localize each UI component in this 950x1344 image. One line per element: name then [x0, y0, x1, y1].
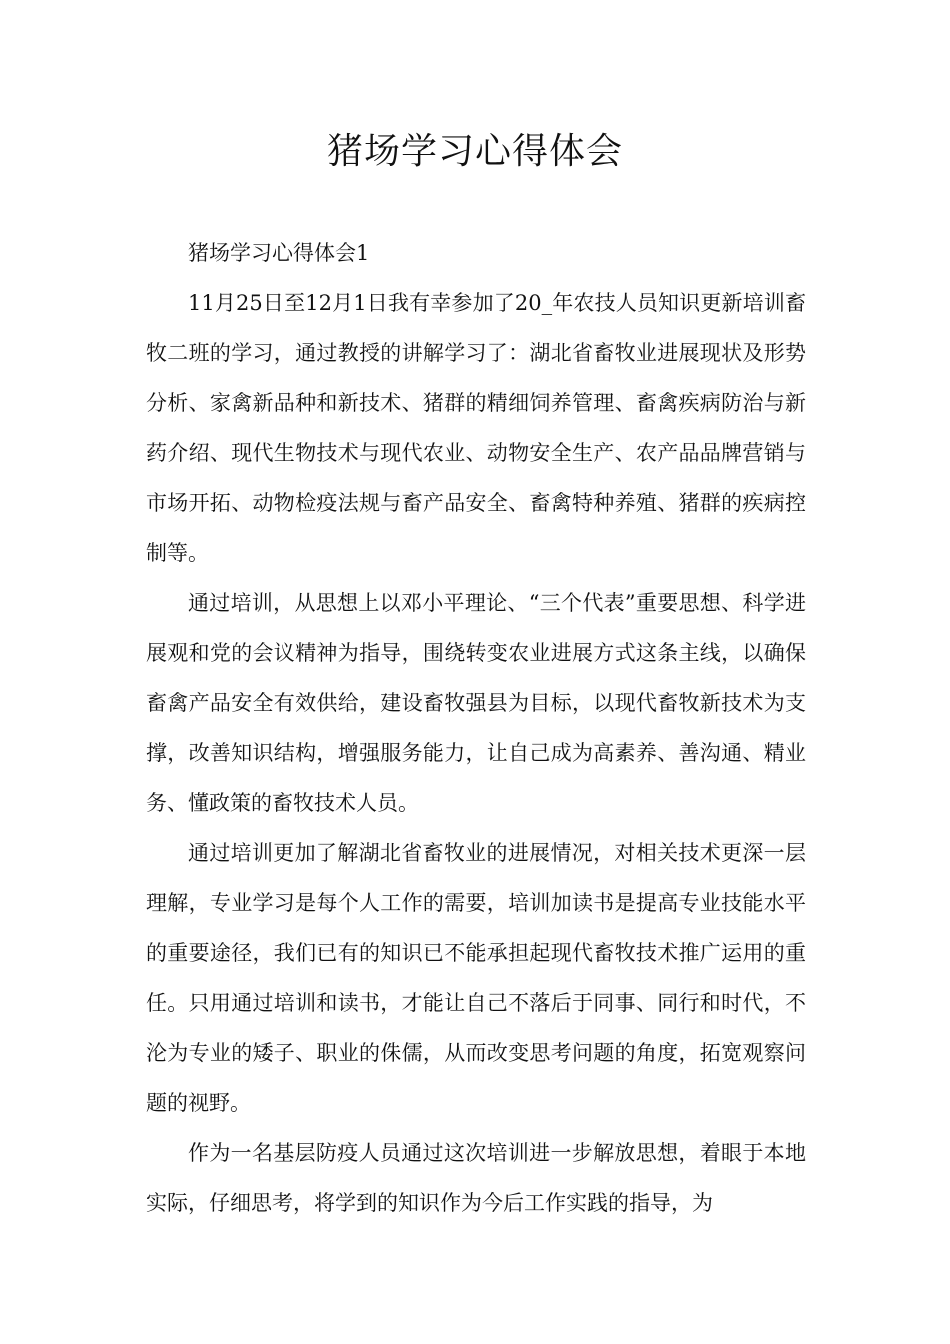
- body-paragraph: 作为一名基层防疫人员通过这次培训进一步解放思想，着眼于本地实际，仔细思考，将学到的知识作为今后工作实践的指导，为: [146, 1141, 806, 1215]
- body-paragraph: 11月25日至12月1日我有幸参加了20_年农技人员知识更新培训畜牧二班的学习，通过教授的讲解学习了：湖北省畜牧业进展现状及形势分析、家禽新品种和新技术、猪群的精细饲养管理、畜禽疾病防治与新药介绍、现代生物技术与现代农业、动物安全生产、农产品品牌营销与市场开拓、动物检疫法规与畜产品安全、畜禽特种养殖、猪群的疾病控制等。: [146, 291, 806, 565]
- section-heading: 猪场学习心得体会1: [188, 241, 370, 265]
- body-paragraph: 通过培训，从思想上以邓小平理论、“三个代表”重要思想、科学进展观和党的会议精神为指导，围绕转变农业进展方式这条主线，以确保畜禽产品安全有效供给，建设畜牧强县为目标，以现代畜牧新技术为支撑，改善知识结构，增强服务能力，让自己成为高素养、善沟通、精业务、懂政策的畜牧技术人员。: [146, 591, 806, 815]
- document-title: 猪场学习心得体会: [326, 131, 623, 172]
- document-body: [146, 228, 806, 1228]
- body-paragraph: 通过培训更加了解湖北省畜牧业的进展情况，对相关技术更深一层理解，专业学习是每个人工作的需要，培训加读书是提高专业技能水平的重要途径，我们已有的知识已不能承担起现代畜牧技术推广运用的重任。只用通过培训和读书，才能让自己不落后于同事、同行和时代，不沦为专业的矮子、职业的侏儒，从而改变思考问题的角度，拓宽观察问题的视野。: [146, 841, 806, 1115]
